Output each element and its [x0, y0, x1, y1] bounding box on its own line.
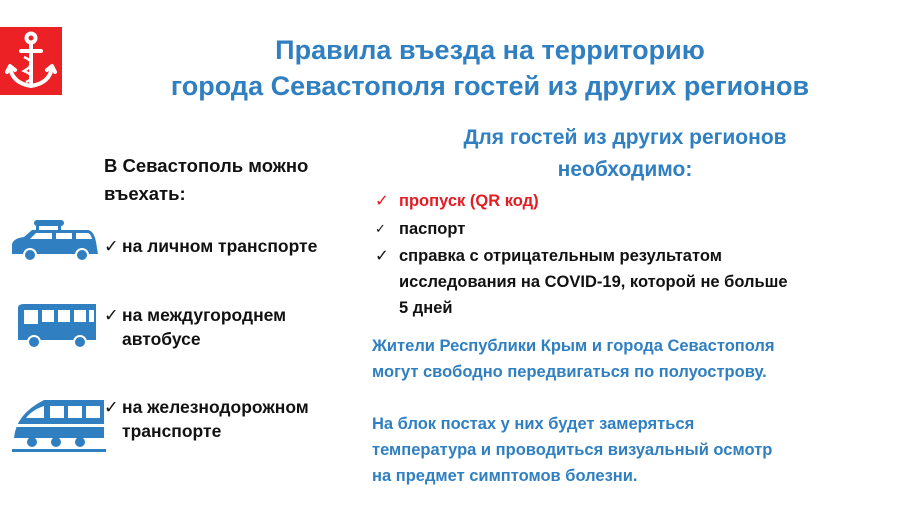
check-icon: ✓	[104, 397, 119, 417]
requirement-line: справка с отрицательным результатом	[399, 247, 722, 265]
requirement-qr-pass	[375, 188, 539, 214]
transport-label	[122, 234, 317, 258]
page-title	[100, 32, 880, 104]
transport-option-car	[104, 234, 317, 258]
note-line: На блок постах у них будет замеряться	[372, 415, 695, 433]
requirements-heading-line-1: Для гостей из других регионов	[463, 126, 787, 149]
requirement-line: 5 дней	[399, 299, 453, 317]
check-icon: ✓	[375, 192, 389, 210]
requirement-covid-certificate	[375, 243, 875, 321]
title-line-1: Правила въезда на территорию	[275, 35, 705, 65]
train-icon	[10, 392, 108, 454]
transport-label-line: на железнодорожном	[122, 397, 309, 417]
check-icon: ✓	[104, 305, 119, 325]
transport-label	[122, 303, 286, 351]
requirements-heading	[395, 122, 855, 186]
note-line: Жители Республики Крым и города Севастополя	[372, 337, 775, 355]
logo	[0, 27, 62, 95]
transport-label-line: на личном транспорте	[122, 236, 318, 256]
car-icon	[6, 218, 102, 266]
entry-heading-line-2: въехать:	[104, 183, 186, 204]
check-icon: ✓	[375, 247, 389, 265]
requirement-line: паспорт	[399, 220, 466, 238]
transport-label-line: транспорте	[122, 421, 222, 441]
note-line: могут свободно передвигаться по полуострову.	[372, 363, 767, 381]
requirement-text	[399, 243, 869, 321]
residents-note	[372, 333, 882, 385]
requirement-line: исследования на COVID-19, которой не больше	[399, 273, 788, 291]
requirement-text	[399, 216, 465, 242]
transport-option-train	[104, 395, 309, 443]
check-icon: ✓	[104, 236, 119, 256]
requirements-heading-line-2: необходимо:	[557, 158, 693, 181]
transport-option-bus	[104, 303, 286, 351]
transport-label-line: на междугороднем	[122, 305, 287, 325]
entry-heading	[104, 152, 354, 208]
note-line: температура и проводиться визуальный осмотр	[372, 441, 773, 459]
entry-heading-line-1: В Севастополь можно	[104, 155, 309, 176]
requirement-line: пропуск (QR код)	[399, 192, 539, 210]
check-icon: ✓	[375, 221, 386, 236]
transport-label	[122, 395, 309, 443]
bus-icon	[14, 300, 100, 352]
transport-label-line: автобусе	[122, 329, 201, 349]
checkpoint-note	[372, 411, 882, 489]
title-line-2: города Севастополя гостей из других регионов	[170, 71, 810, 101]
requirement-text	[399, 188, 539, 214]
note-line: на предмет симптомов болезни.	[372, 467, 638, 485]
anchor-icon	[0, 27, 62, 95]
requirement-passport	[375, 216, 465, 242]
